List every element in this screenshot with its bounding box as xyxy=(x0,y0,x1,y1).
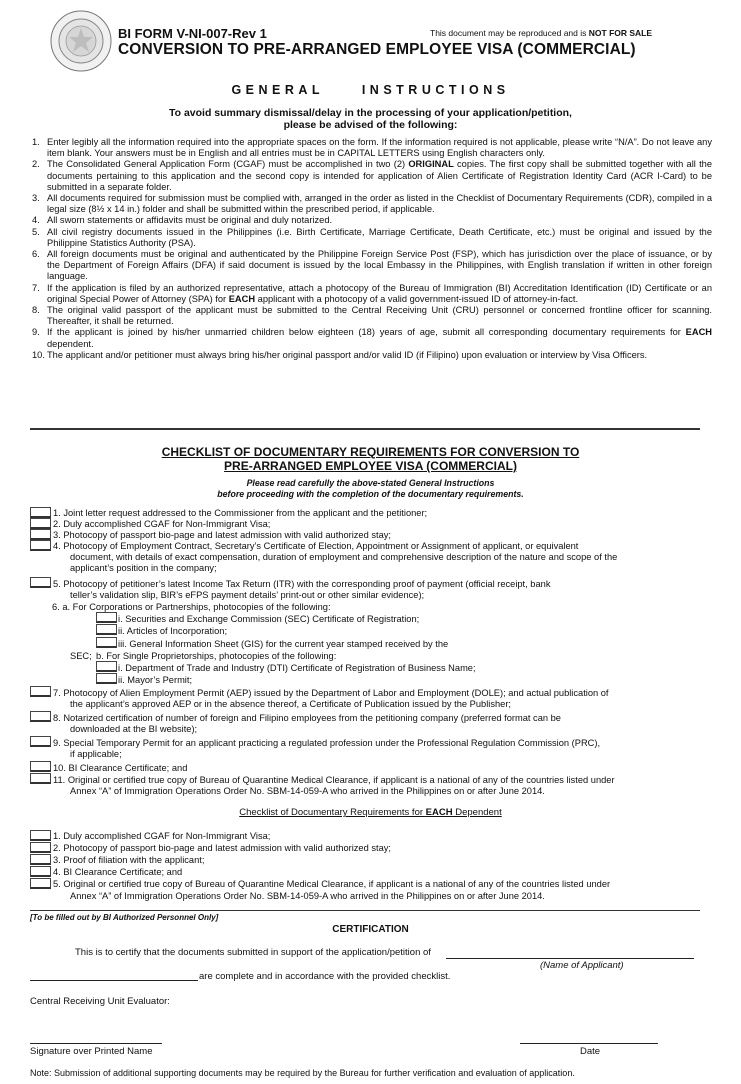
instruction-number: 5. xyxy=(32,226,40,237)
checklist-checkbox[interactable] xyxy=(30,736,51,747)
instruction-item xyxy=(32,137,712,159)
form-title: CONVERSION TO PRE-ARRANGED EMPLOYEE VISA (COMMERCIAL) xyxy=(118,41,636,58)
checklist-line: 4. Photocopy of Employment Contract, Secretary’s Certificate of Election, Appointment or Assignment of applicant, or equivalent xyxy=(53,541,579,551)
instruction-item xyxy=(32,227,712,249)
instruction-item xyxy=(32,193,712,215)
checklist-checkbox[interactable] xyxy=(30,761,51,772)
dependent-checkbox[interactable] xyxy=(30,830,51,841)
applicant-name-label: (Name of Applicant) xyxy=(540,960,624,971)
instruction-number: 8. xyxy=(32,305,40,316)
instruction-number: 9. xyxy=(32,327,40,338)
checklist-line: 8. Notarized certification of number of foreign and Filipino employees from the petitioning company (preferred format can be xyxy=(53,713,561,723)
checklist-checkbox[interactable] xyxy=(30,529,51,540)
instruction-number: 4. xyxy=(32,215,40,226)
instruction-text: The original valid passport of the applicant must be submitted to the Central Receiving Unit (CRU) personnel or concerned frontline officer for scanning. Thereafter, it shall be returned. xyxy=(47,305,712,327)
checklist-checkbox[interactable] xyxy=(96,612,117,623)
dependent-checklist-line: Annex “A” of Immigration Operations Order No. SBM-14-059-A who arrived in the Philippines on or after June 2014. xyxy=(70,891,545,901)
dependent-checkbox[interactable] xyxy=(30,878,51,889)
checklist-instruction-2: before proceeding with the completion of the documentary requirements. xyxy=(217,489,524,499)
section-divider xyxy=(30,428,700,430)
checklist-checkbox[interactable] xyxy=(30,711,51,722)
instruction-number: 6. xyxy=(32,249,40,260)
checklist-title-1: CHECKLIST OF DOCUMENTARY REQUIREMENTS FOR CONVERSION TO xyxy=(161,445,580,459)
signature-label: Signature over Printed Name xyxy=(30,1046,153,1057)
instruction-text: If the application is filed by an authorized representative, attach a photocopy of the Bureau of Immigration (BI) Accreditation Identification (ID) Certificate or an original Special Power of Attorney (SPA) for EACH applicant with a photocopy of a valid government-issued ID of attorney-in-fact. xyxy=(47,282,712,304)
checklist-checkbox[interactable] xyxy=(30,773,51,784)
checklist-line: 6. a. For Corporations or Partnerships, photocopies of the following: xyxy=(52,602,331,612)
bureau-of-immigration-seal-icon xyxy=(50,10,112,72)
checklist-checkbox[interactable] xyxy=(30,518,51,529)
instruction-text: All sworn statements or affidavits must be original and duly notarized. xyxy=(47,215,333,226)
checklist-line: ii. Mayor’s Permit; xyxy=(118,675,193,685)
checklist-checkbox[interactable] xyxy=(96,637,117,648)
certification-blank-field[interactable] xyxy=(30,980,198,981)
reproduction-note: This document may be reproduced and is NOT FOR SALE xyxy=(430,28,653,38)
instruction-item xyxy=(32,283,712,305)
checklist-line: 9. Special Temporary Permit for an applicant practicing a regulated profession under the Professional Regulation Commission (PRC), xyxy=(53,738,601,748)
certification-text-2: are complete and in accordance with the provided checklist. xyxy=(199,971,451,982)
instructions-subtitle-1: To avoid summary dismissal/delay in the processing of your application/petition, xyxy=(169,107,572,119)
instruction-text: Enter legibly all the information required into the appropriate spaces on the form. If the information required is not applicable, please write “N/A”. Do not leave any item blank. Your answers must be in English and all entries must be in CAPITAL LETTERS using English characters only. xyxy=(47,137,712,159)
checklist-line: 2. Duly accomplished CGAF for Non-Immigrant Visa; xyxy=(53,519,271,529)
checklist-checkbox[interactable] xyxy=(96,624,117,635)
instruction-number: 1. xyxy=(32,137,40,147)
date-label: Date xyxy=(580,1046,601,1057)
instruction-item xyxy=(32,350,712,361)
general-instructions-heading: GENERAL INSTRUCTIONS xyxy=(231,83,510,97)
instruction-text: The applicant and/or petitioner must always bring his/her original passport and/or valid ID (if Filipino) upon evaluation or interview by Visa Officers. xyxy=(47,349,648,360)
bi-personnel-note: [To be filled out by BI Authorized Personnel Only] xyxy=(30,913,219,922)
instruction-text: If the applicant is joined by his/her unmarried children below eighteen (18) years of age, submit all corresponding documentary requirements for EACH dependent. xyxy=(47,327,712,349)
checklist-line: b. For Single Proprietorships, photocopies of the following: xyxy=(96,651,337,661)
checklist-line: 1. Joint letter request addressed to the Commissioner from the applicant and the petitioner; xyxy=(53,508,428,518)
checklist-checkbox[interactable] xyxy=(96,673,117,684)
checklist-checkbox[interactable] xyxy=(30,577,51,588)
evaluator-label: Central Receiving Unit Evaluator: xyxy=(30,996,170,1007)
dependent-checkbox[interactable] xyxy=(30,842,51,853)
checklist-line: 7. Photocopy of Alien Employment Permit (AEP) issued by the Department of Labor and Employment (DOLE); and actual publication of xyxy=(53,688,609,698)
checklist-checkbox[interactable] xyxy=(30,686,51,697)
checklist-line: i. Department of Trade and Industry (DTI) Certificate of Registration of Business Name; xyxy=(118,663,476,673)
checklist-checkbox[interactable] xyxy=(30,507,51,518)
instruction-text: The Consolidated General Application Form (CGAF) must be accomplished in two (2) ORIGINAL copies. The first copy shall be submitted together with all the documents pertaining to this application and the second copy is intended for application of Alien Certificate of Registration Identity Card (ACR I-Card) to be submitted in a separate folder. xyxy=(47,159,712,192)
checklist-line: the applicant’s approved AEP or in the absence thereof, a Certificate of Publication issued by the Publisher; xyxy=(70,699,512,709)
signature-field[interactable] xyxy=(30,1043,162,1044)
instruction-number: 10. xyxy=(32,349,45,360)
checklist-line: 10. BI Clearance Certificate; and xyxy=(53,763,188,773)
checklist-checkbox[interactable] xyxy=(96,661,117,672)
instruction-item xyxy=(32,249,712,283)
certification-heading: CERTIFICATION xyxy=(332,924,409,935)
dependent-checklist-line: 3. Proof of filiation with the applicant; xyxy=(53,855,205,865)
instructions-subtitle-2: please be advised of the following: xyxy=(283,119,458,131)
instruction-item xyxy=(32,159,712,193)
checklist-line: teller’s validation slip, BIR’s eFPS payment details’ print-out or other similar evidence); xyxy=(70,590,425,600)
certification-divider xyxy=(30,910,700,911)
instruction-text: All civil registry documents issued in the Philippines (i.e. Birth Certificate, Marriage Certificate, Death Certificate, etc.) must be original and issued by the Philippine Statistics Authority (PSA). xyxy=(47,226,712,248)
checklist-line: applicant’s position in the company; xyxy=(70,563,217,573)
checklist-line: 3. Photocopy of passport bio-page and latest admission with valid authorized stay; xyxy=(53,530,391,540)
instruction-item xyxy=(32,327,712,349)
general-instructions-list xyxy=(32,137,712,361)
checklist-line: downloaded at the BI website); xyxy=(70,724,198,734)
instruction-item xyxy=(32,305,712,327)
checklist-line: iii. General Information Sheet (GIS) for the current year stamped received by the xyxy=(118,639,449,649)
instruction-number: 7. xyxy=(32,282,40,293)
instruction-text: All foreign documents must be original and authenticated by the Philippine Foreign Service Post (FSP), which has jurisdiction over the place of issuance, or by the Department of Foreign Affairs (DFA) if said document is issued by the local Embassy in the Philippines, with English translation if written in other foreign language. xyxy=(47,249,712,282)
instruction-text: All documents required for submission must be complied with, arranged in the order as listed in the Checklist of Documentary Requirements (CDR), compiled in a legal size (8½ x 14 in.) folder and shall be submitted within the prescribed period, if applicable. xyxy=(47,193,712,215)
dependent-checkbox[interactable] xyxy=(30,854,51,865)
submission-note: Note: Submission of additional supporting documents may be required by the Bureau for further verification and evaluation of application. xyxy=(30,1068,575,1078)
instruction-number: 2. xyxy=(32,159,40,170)
dependent-checklist-line: 1. Duly accomplished CGAF for Non-Immigrant Visa; xyxy=(53,831,271,841)
dependent-checkbox[interactable] xyxy=(30,866,51,877)
date-field[interactable] xyxy=(520,1043,658,1044)
dependent-checklist-line: 4. BI Clearance Certificate; and xyxy=(53,867,183,877)
certification-text-1: This is to certify that the documents submitted in support of the application/petition of xyxy=(75,947,431,958)
dependent-checklist-title: Checklist of Documentary Requirements for EACH Dependent xyxy=(239,807,502,818)
checklist-line: document, with details of exact compensation, duration of employment and comprehensive description of the nature and scope of the xyxy=(70,552,618,562)
checklist-title-2: PRE-ARRANGED EMPLOYEE VISA (COMMERCIAL) xyxy=(224,459,517,473)
checklist-line: 11. Original or certified true copy of Bureau of Quarantine Medical Clearance, if applicant is a national of any of the countries listed under xyxy=(53,775,615,785)
checklist-line: Annex “A” of Immigration Operations Order No. SBM-14-059-A who arrived in the Philippines on or after June 2014. xyxy=(70,786,545,796)
checklist-instruction-1: Please read carefully the above-stated General Instructions xyxy=(246,478,495,488)
instruction-item xyxy=(32,215,712,226)
checklist-line: i. Securities and Exchange Commission (SEC) Certificate of Registration; xyxy=(118,614,420,624)
checklist-line: SEC; xyxy=(70,651,92,661)
form-number: BI FORM V-NI-007-Rev 1 xyxy=(118,26,267,41)
applicant-name-field[interactable] xyxy=(446,958,694,959)
checklist-checkbox[interactable] xyxy=(30,540,51,551)
instruction-number: 3. xyxy=(32,193,40,204)
checklist-line: if applicable; xyxy=(70,749,122,759)
dependent-checklist-line: 2. Photocopy of passport bio-page and latest admission with valid authorized stay; xyxy=(53,843,391,853)
checklist-line: ii. Articles of Incorporation; xyxy=(118,626,228,636)
dependent-checklist-line: 5. Original or certified true copy of Bureau of Quarantine Medical Clearance, if applicant is a national of any of the countries listed under xyxy=(53,879,611,889)
checklist-line: 5. Photocopy of petitioner’s latest Income Tax Return (ITR) with the corresponding proof of payment (official receipt, bank xyxy=(53,579,551,589)
